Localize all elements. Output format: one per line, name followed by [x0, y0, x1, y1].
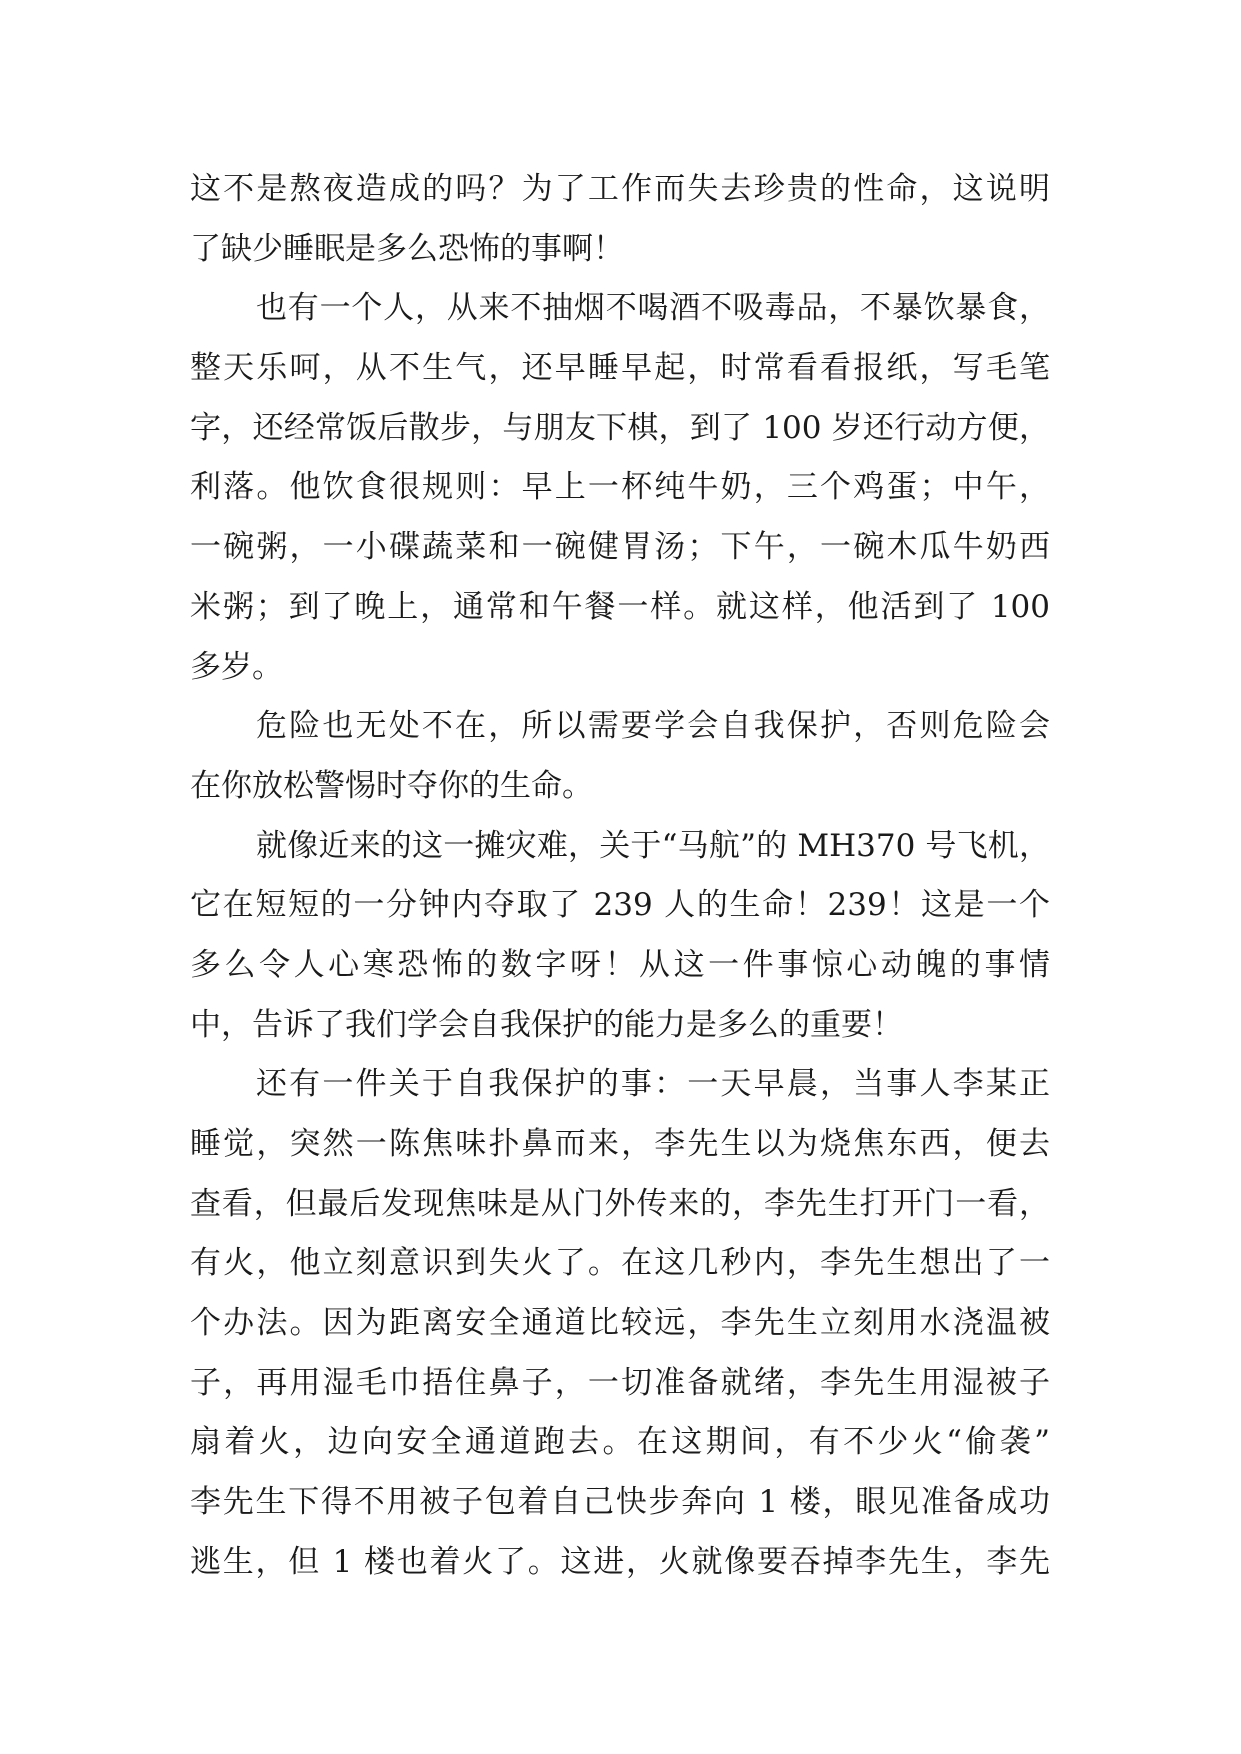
text-line: 在你放松警惕时夺你的生命。: [190, 767, 593, 804]
text-line: 也有一个人，从来不抽烟不喝酒不吸毒品，不暴饮暴食，: [256, 290, 1050, 327]
text-line: 多么令人心寒恐怖的数字呀！从这一件事惊心动魄的事情: [190, 946, 1050, 983]
text-line: 米粥；到了晚上，通常和午餐一样。就这样，他活到了 100: [190, 588, 1050, 625]
text-line: 整天乐呵，从不生气，还早睡早起，时常看看报纸，写毛笔: [190, 350, 1050, 387]
text-line: 中，告诉了我们学会自我保护的能力是多么的重要！: [190, 1006, 903, 1043]
text-line: 了缺少睡眠是多么恐怖的事啊！: [190, 230, 624, 267]
text-line: 它在短短的一分钟内夺取了 239 人的生命！239！这是一个: [190, 887, 1050, 924]
text-line: 李先生下得不用被子包着自己快步奔向 1 楼，眼见准备成功: [190, 1484, 1050, 1521]
text-line: 这不是熬夜造成的吗？为了工作而失去珍贵的性命，这说明: [190, 171, 1050, 207]
text-line: 字，还经常饭后散步，与朋友下棋，到了 100 岁还行动方便，: [190, 409, 1050, 446]
text-line: 逃生，但 1 楼也着火了。这进，火就像要吞掉李先生，李先: [190, 1543, 1050, 1580]
text-line: 有火，他立刻意识到失火了。在这几秒内，李先生想出了一: [190, 1245, 1050, 1282]
text-line: 利落。他饮食很规则：早上一杯纯牛奶，三个鸡蛋；中午，: [190, 469, 1050, 506]
text-line: 扇着火，边向安全通道跑去。在这期间，有不少火“偷袭”: [190, 1424, 1050, 1461]
text-line: 查看，但最后发现焦味是从门外传来的，李先生打开门一看，: [190, 1185, 1050, 1222]
text-line: 睡觉，突然一陈焦味扑鼻而来，李先生以为烧焦东西，便去: [190, 1126, 1050, 1162]
text-line: 子，再用湿毛巾捂住鼻子，一切准备就绪，李先生用湿被子: [190, 1364, 1050, 1401]
text-line: 一碗粥，一小碟蔬菜和一碗健胃汤；下午，一碗木瓜牛奶西: [190, 529, 1050, 566]
text-line: 个办法。因为距离安全通道比较远，李先生立刻用水浇温被: [190, 1305, 1050, 1342]
text-line: 危险也无处不在，所以需要学会自我保护，否则危险会: [256, 708, 1050, 745]
text-line: 就像近来的这一摊灾难，关于“马航”的 MH370 号飞机，: [256, 827, 1050, 864]
text-line: 多岁。: [190, 648, 283, 685]
text-line: 还有一件关于自我保护的事：一天早晨，当事人李某正: [256, 1066, 1050, 1103]
body-text: [190, 160, 1050, 1593]
